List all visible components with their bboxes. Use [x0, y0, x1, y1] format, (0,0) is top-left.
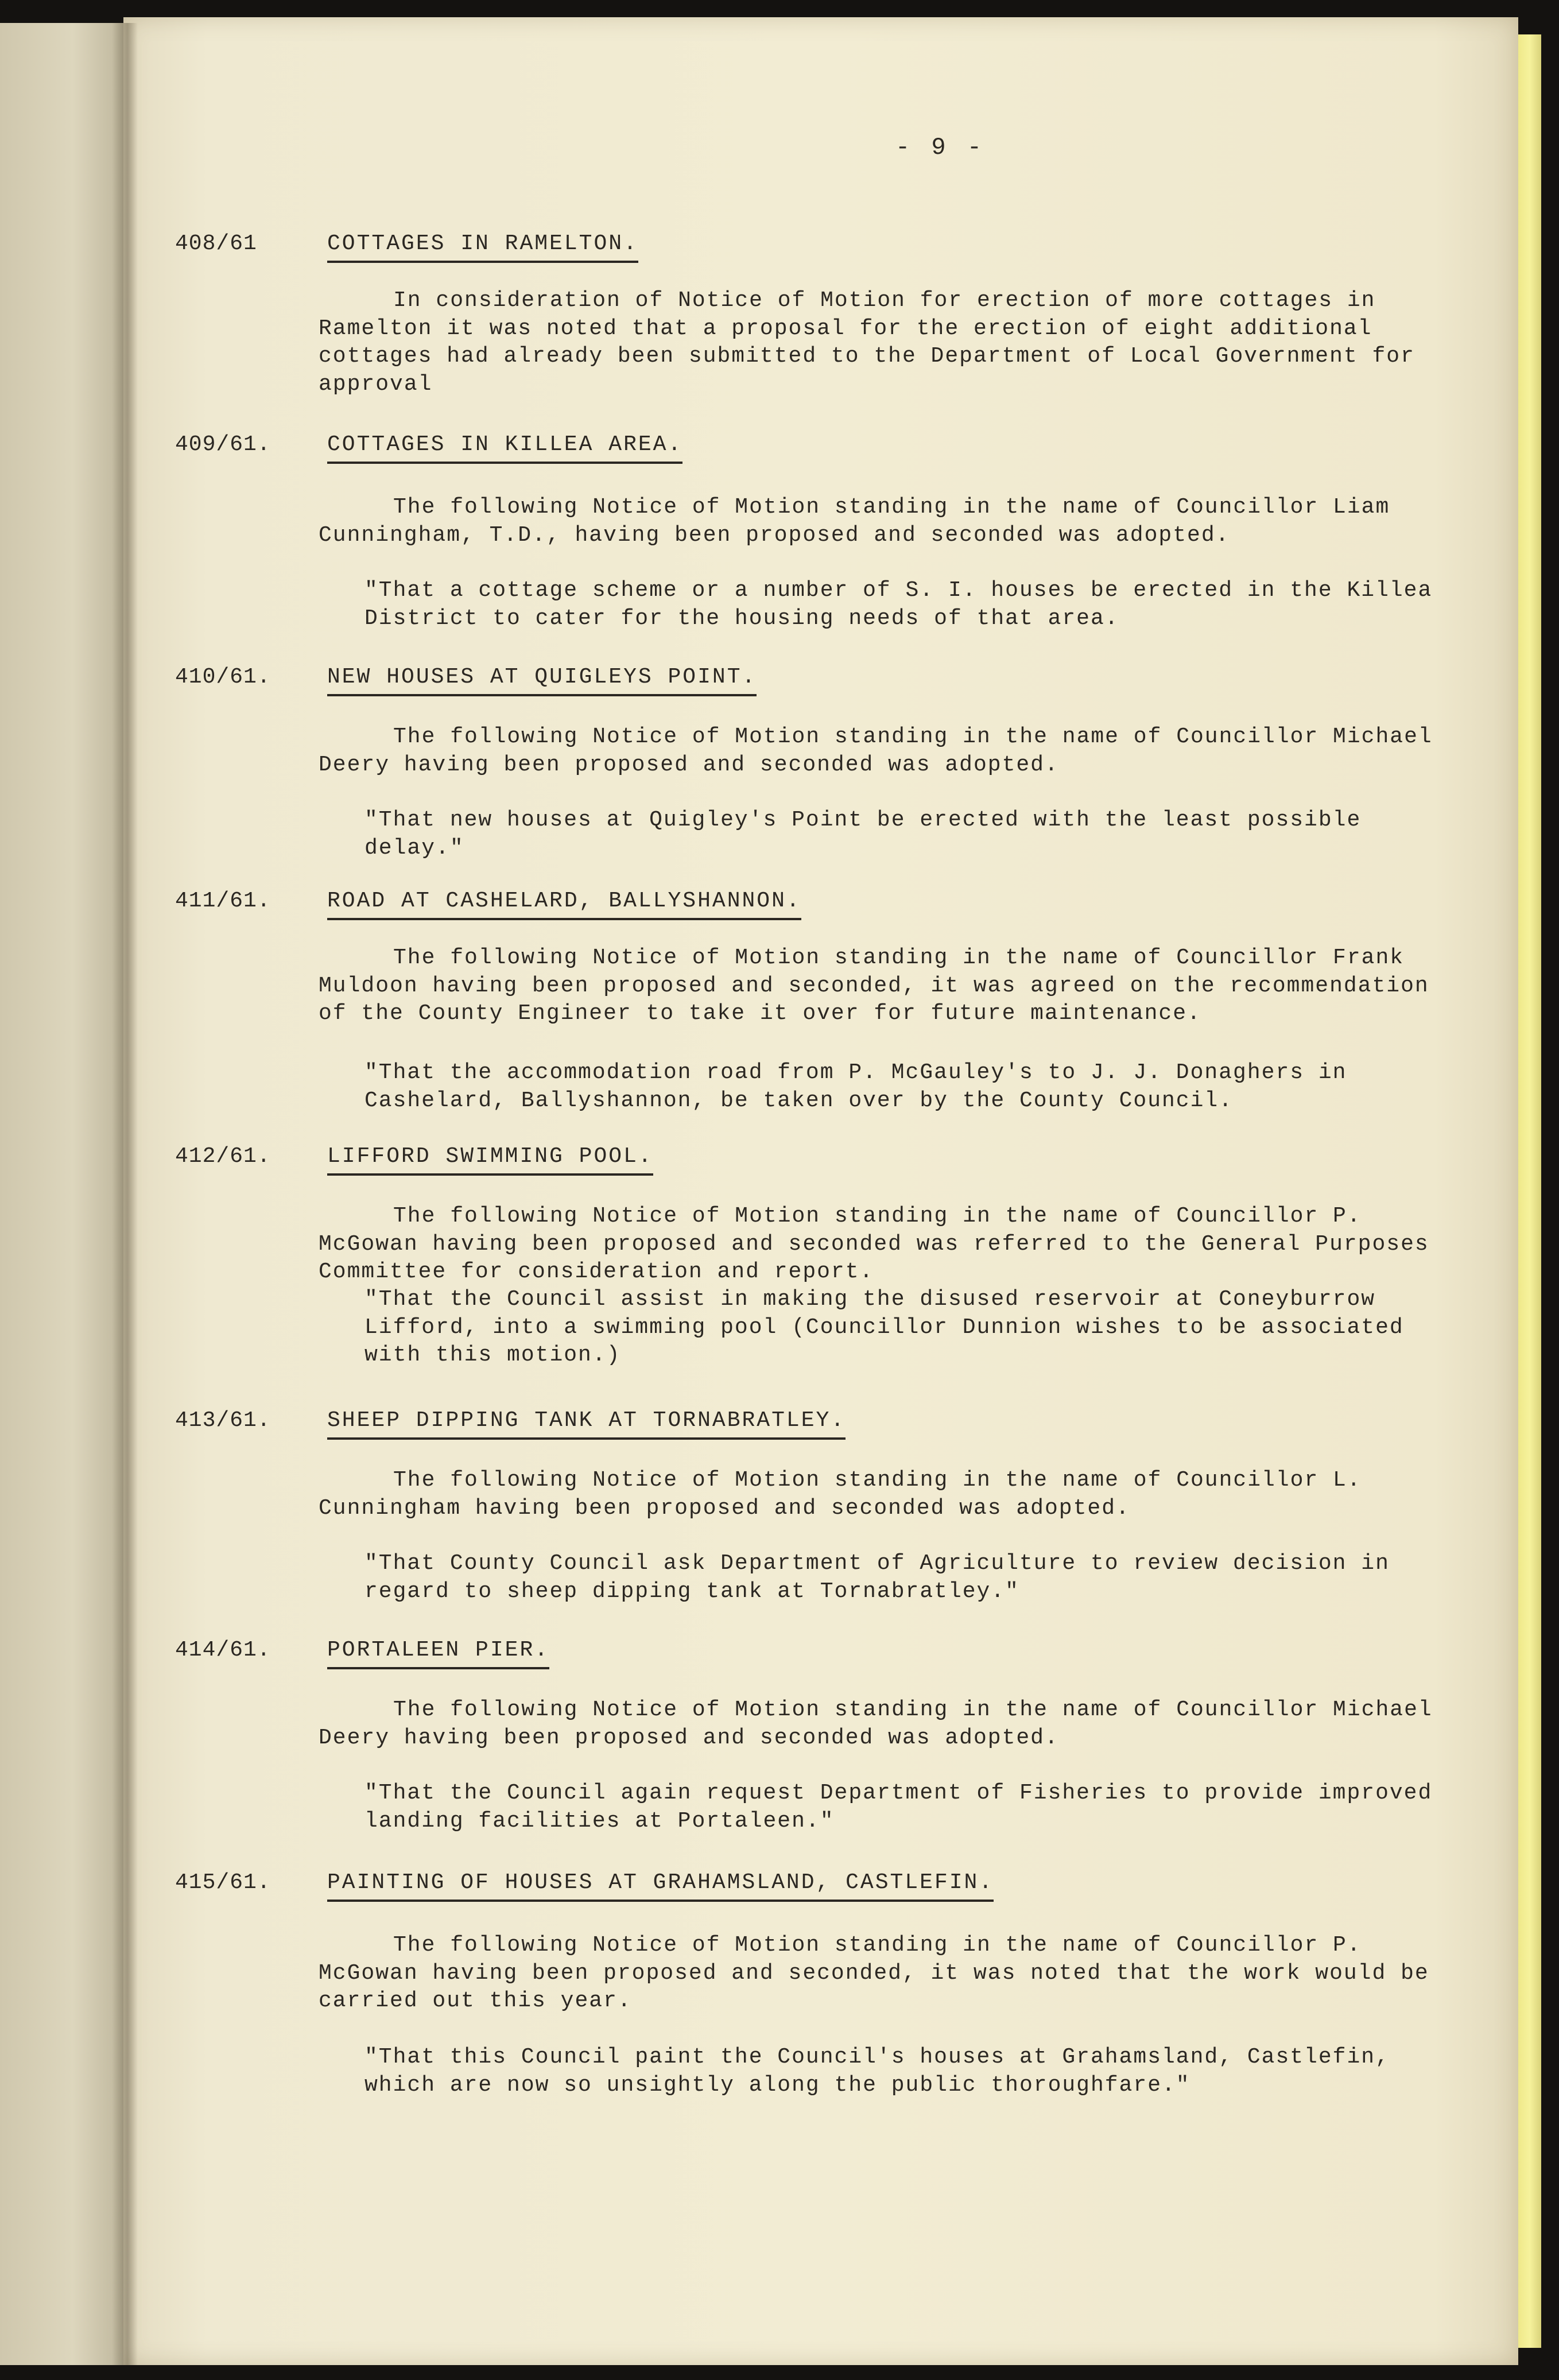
- minute-paragraph: The following Notice of Motion standing in the name of Councillor P. McGowan having been proposed and seconded was referred to the General Purposes Committee for consideration and report.: [319, 1204, 1429, 1285]
- motion-quote: "That the Council again request Department of Fisheries to provide improved landing facilities at Portaleen.": [364, 1781, 1433, 1834]
- minute-number: 409/61.: [175, 432, 271, 457]
- document-page: [123, 17, 1518, 2365]
- minute-number: 410/61.: [175, 665, 271, 689]
- motion-quote: "That County Council ask Department of Agriculture to review decision in regard to sheep dipping tank at Tornabratley.": [364, 1551, 1390, 1604]
- minute-paragraph: In consideration of Notice of Motion for erection of more cottages in Ramelton it was noted that a proposal for the erection of eight additional cottages had already been submitted to the Department of Local Government for approval: [319, 288, 1415, 397]
- minute-title: LIFFORD SWIMMING POOL.: [327, 1142, 653, 1176]
- motion-quote: "That the Council assist in making the disused reservoir at Coneyburrow Lifford, into a swimming pool (Councillor Dunnion wishes to be associated with this motion.): [364, 1287, 1404, 1368]
- minute-number: 413/61.: [175, 1408, 271, 1433]
- minute-number: 411/61.: [175, 889, 271, 913]
- motion-quote: "That the accommodation road from P. McGauley's to J. J. Donaghers in Cashelard, Ballyshannon, be taken over by the County Council.: [364, 1060, 1347, 1113]
- page-number: - 9 -: [895, 134, 986, 161]
- motion-quote: "That new houses at Quigley's Point be erected with the least possible delay.": [364, 808, 1362, 860]
- motion-quote: "That this Council paint the Council's houses at Grahamsland, Castlefin, which are now so unsightly along the public thoroughfare.": [364, 2045, 1390, 2098]
- book-gutter-shadow: [112, 23, 138, 2365]
- minute-title: PORTALEEN PIER.: [327, 1636, 549, 1669]
- minute-number: 414/61.: [175, 1638, 271, 1662]
- minute-number: 415/61.: [175, 1870, 271, 1895]
- minute-number: 412/61.: [175, 1144, 271, 1169]
- motion-quote: "That a cottage scheme or a number of S. I. houses be erected in the Killea District to cater for the housing needs of that area.: [364, 578, 1433, 631]
- minute-title: ROAD AT CASHELARD, BALLYSHANNON.: [327, 887, 801, 920]
- minute-paragraph: The following Notice of Motion standing in the name of Councillor Michael Deery having been proposed and seconded was adopted.: [319, 1697, 1433, 1750]
- minute-title: COTTAGES IN RAMELTON.: [327, 230, 638, 263]
- yellow-sheet-edge: [1518, 34, 1541, 2348]
- minute-paragraph: The following Notice of Motion standing in the name of Councillor Frank Muldoon having been proposed and seconded, it was agreed on the recommendation of the County Engineer to take it over for future maintenance.: [319, 945, 1429, 1026]
- minute-paragraph: The following Notice of Motion standing in the name of Councillor Michael Deery having been proposed and seconded was adopted.: [319, 724, 1433, 777]
- minute-paragraph: The following Notice of Motion standing in the name of Councillor Liam Cunningham, T.D., having been proposed and seconded was adopted.: [319, 495, 1390, 548]
- minute-number: 408/61: [175, 231, 257, 256]
- minute-title: COTTAGES IN KILLEA AREA.: [327, 431, 682, 464]
- minute-title: NEW HOUSES AT QUIGLEYS POINT.: [327, 663, 757, 696]
- minute-title: SHEEP DIPPING TANK AT TORNABRATLEY.: [327, 1406, 846, 1440]
- minute-paragraph: The following Notice of Motion standing in the name of Councillor P. McGowan having been proposed and seconded, it was noted that the work would be carried out this year.: [319, 1933, 1429, 2014]
- minute-paragraph: The following Notice of Motion standing in the name of Councillor L. Cunningham having been proposed and seconded was adopted.: [319, 1468, 1362, 1521]
- minute-title: PAINTING OF HOUSES AT GRAHAMSLAND, CASTLEFIN.: [327, 1869, 994, 1902]
